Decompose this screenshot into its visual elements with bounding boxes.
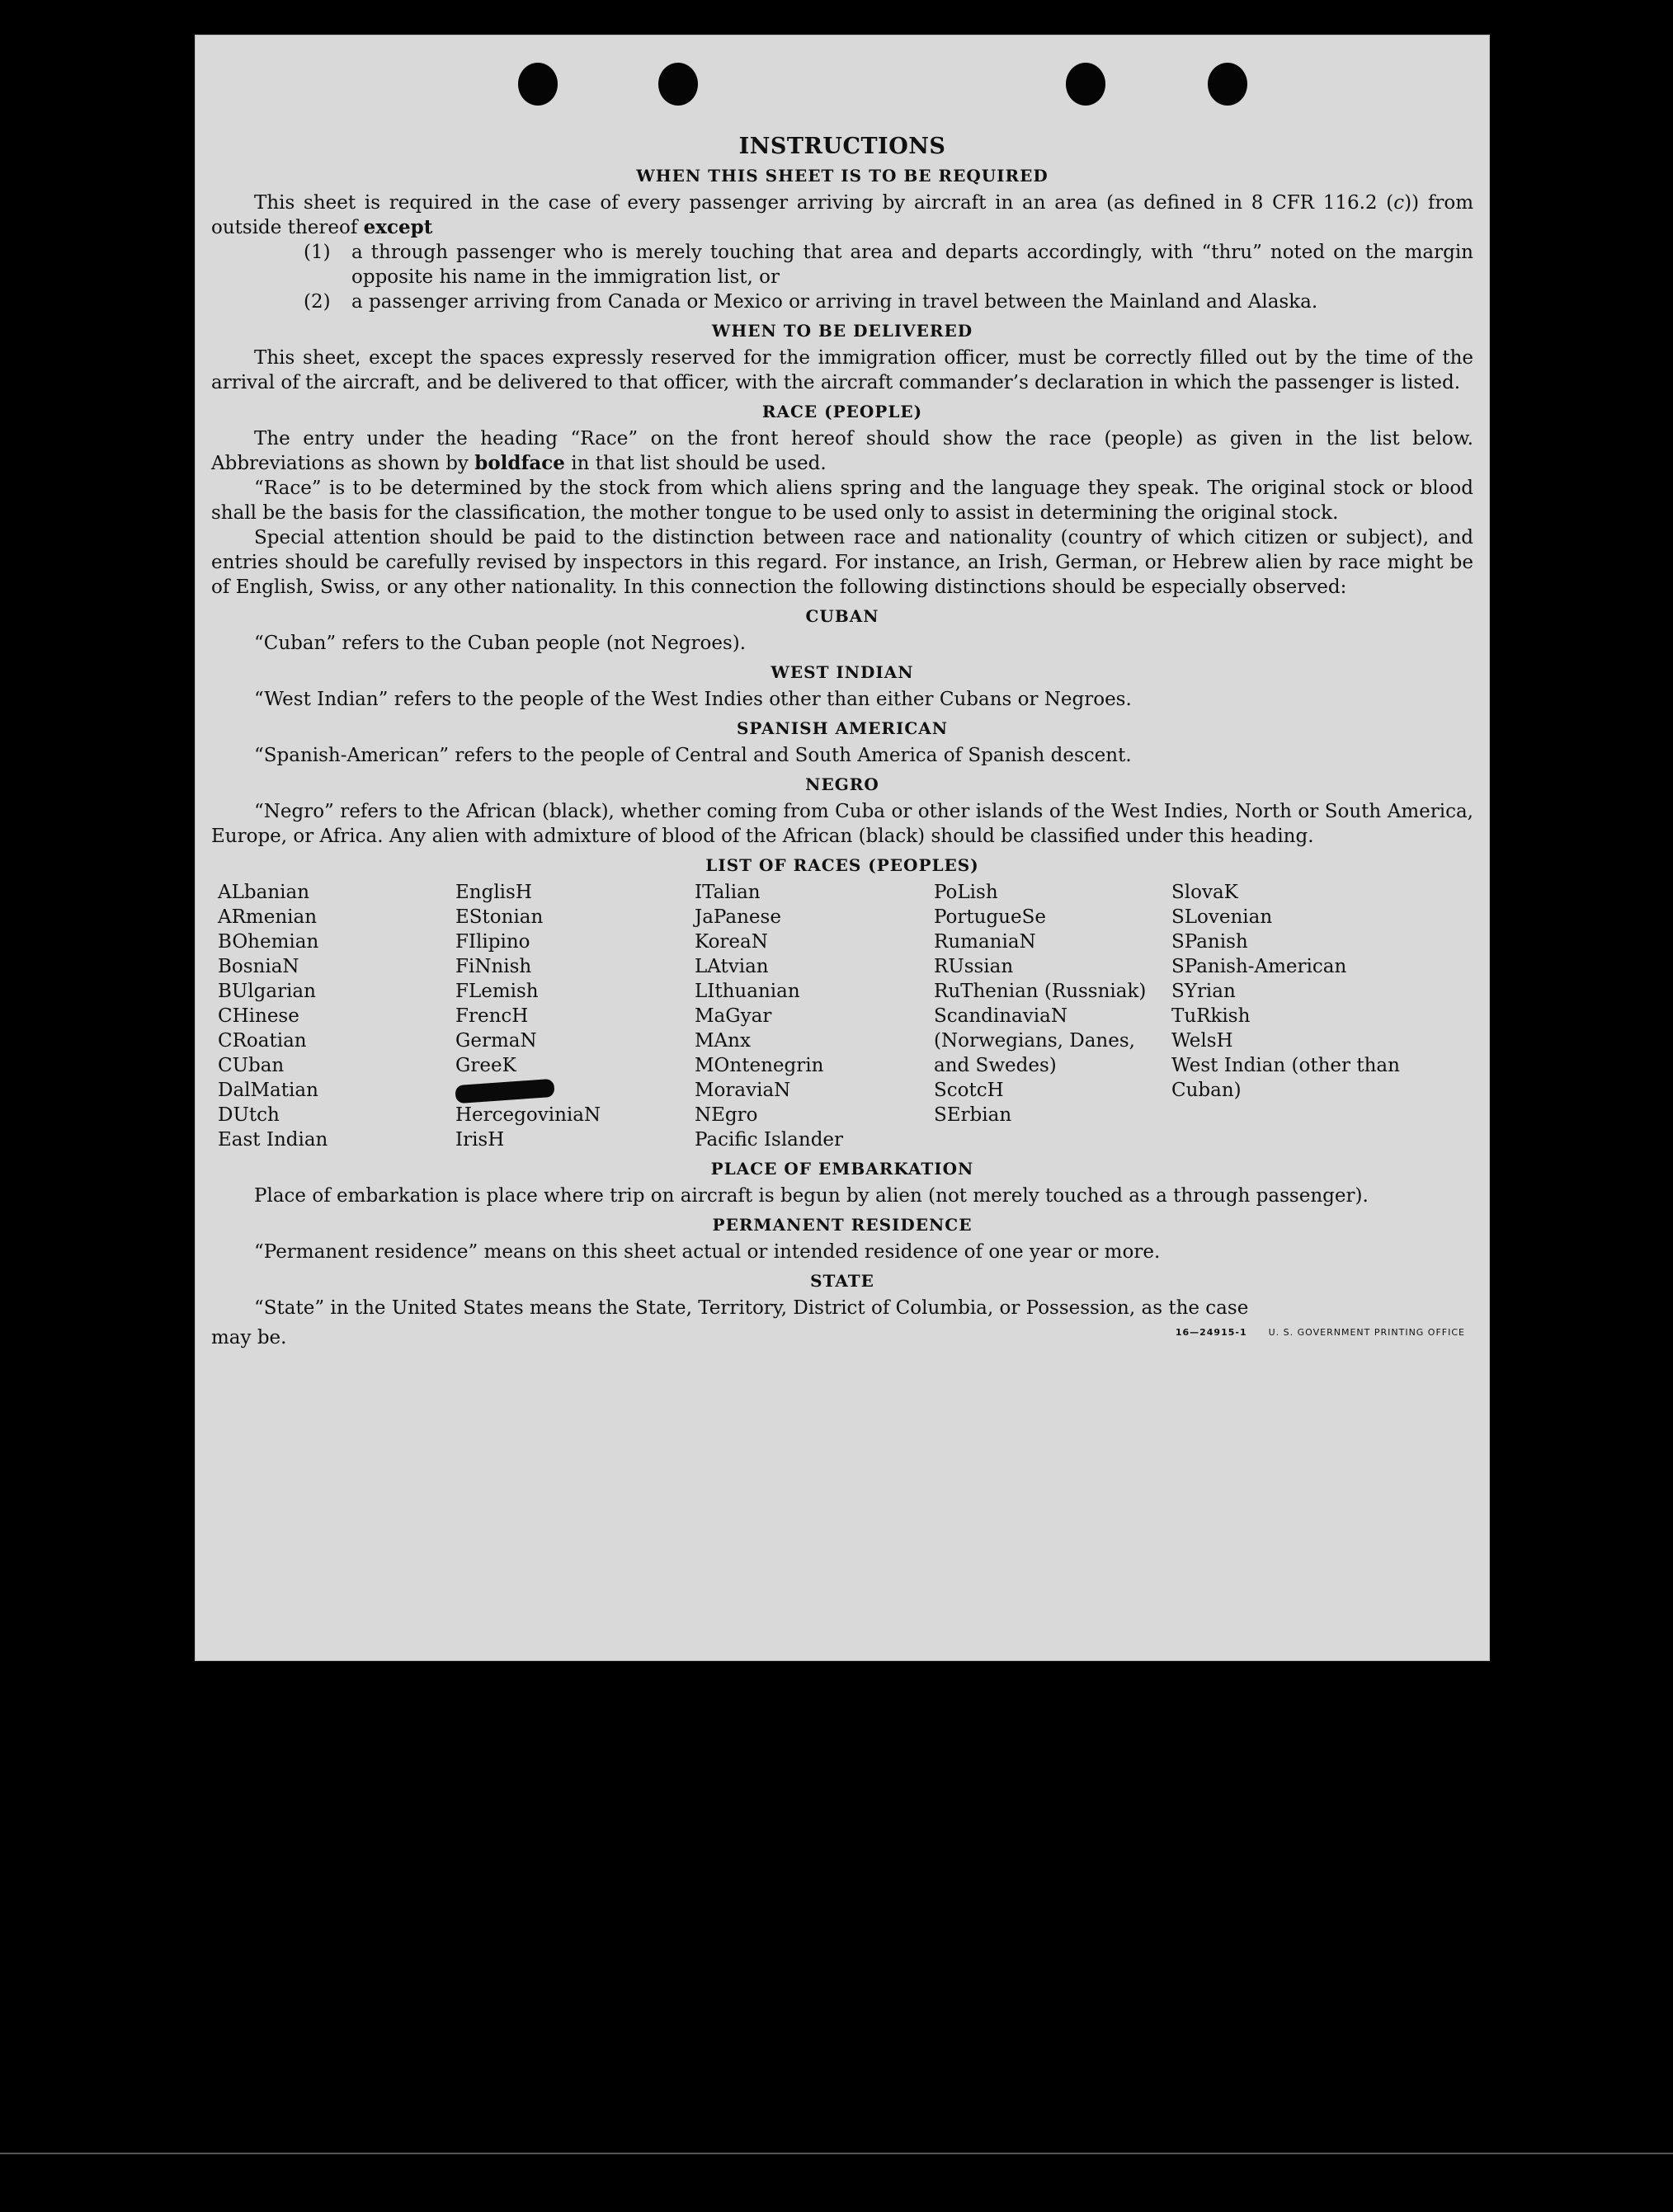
race-item: EStonian (455, 906, 544, 928)
west-indian-text: “West Indian” refers to the people of the West Indies other than either Cubans or Negroes. (254, 689, 1132, 710)
race-item: MoraviaN (695, 1080, 791, 1101)
race-item: PoLish (934, 882, 998, 903)
printer-imprint: 16—24915-1 U. S. GOVERNMENT PRINTING OFFICE (1175, 1327, 1465, 1338)
race-column (455, 880, 695, 1152)
section-heading-required: WHEN THIS SHEET IS TO BE REQUIRED (636, 166, 1049, 186)
race-item: MAnx (695, 1030, 751, 1052)
exception-item: (2) a passenger arriving from Canada or Mexico or arriving in travel between the Mainland and Alaska. (304, 291, 1318, 313)
race-item: ScotcH (934, 1080, 1004, 1101)
section-heading-west-indian: WEST INDIAN (771, 662, 914, 682)
race-item: SPanish-American (1171, 956, 1347, 977)
punch-hole (1066, 63, 1105, 106)
race-column (934, 880, 1171, 1152)
race-item: SErbian (934, 1104, 1012, 1126)
race-item: ITalian (695, 882, 761, 903)
required-intro: This sheet is required in the case of every passenger arriving by aircraft in an area (as defined in 8 CFR 116.2 (c)) from outside thereof except (211, 192, 1473, 238)
redacted-entry (455, 1078, 695, 1103)
race-paragraph: Special attention should be paid to the distinction between race and nationality (country of which citizen or subject), and entries should be carefully revised by inspectors in this regard. For instance, an Irish, German, or Hebrew alien by race might be of English, Swiss, or any other nationality. In this connection the following distinctions should be especially observed: (211, 527, 1473, 598)
race-item: RumaniaN (934, 931, 1036, 953)
race-item: CRoatian (218, 1030, 307, 1052)
race-item: GreeK (455, 1055, 516, 1076)
race-list (218, 880, 1473, 1152)
punch-hole (518, 63, 558, 106)
race-item: LAtvian (695, 956, 769, 977)
race-item: CHinese (218, 1005, 299, 1027)
delivered-text: This sheet, except the spaces expressly reserved for the immigration officer, must be correctly filled out by the time of the arrival of the aircraft, and be delivered to that officer, with the aircraft commander’s declaration in which the passenger is listed. (211, 347, 1473, 393)
race-item: TuRkish (1171, 1005, 1251, 1027)
race-item: SLovenian (1171, 906, 1273, 928)
race-item: BUlgarian (218, 981, 316, 1002)
race-item: FrencH (455, 1005, 529, 1027)
punch-hole (658, 63, 698, 106)
section-heading-races: LIST OF RACES (PEOPLES) (705, 855, 979, 875)
race-item: DUtch (218, 1104, 280, 1126)
race-item: ScandinaviaN (Norwegians, Danes, and Swedes) (934, 1005, 1135, 1076)
race-item: West Indian (other than Cuban) (1171, 1055, 1400, 1101)
section-heading-negro: NEGRO (805, 774, 879, 794)
race-item: JaPanese (695, 906, 781, 928)
race-item: FIlipino (455, 931, 530, 953)
page-title: INSTRUCTIONS (738, 134, 946, 159)
sheet-content (211, 134, 1473, 1350)
race-item: CUban (218, 1055, 285, 1076)
race-item: GermaN (455, 1030, 537, 1052)
race-item: MOntenegrin (695, 1055, 824, 1076)
section-heading-spanish-american: SPANISH AMERICAN (736, 718, 949, 738)
race-item: EnglisH (455, 882, 532, 903)
section-heading-race: RACE (PEOPLE) (761, 402, 923, 421)
race-item: LIthuanian (695, 981, 800, 1002)
race-item: East Indian (218, 1129, 328, 1151)
redaction-mark (455, 1079, 554, 1104)
scan-border-line (0, 2153, 1673, 2154)
instruction-sheet (195, 35, 1490, 1661)
race-item: BOhemian (218, 931, 319, 953)
footer-row (211, 1320, 1473, 1350)
race-item: WelsH (1171, 1030, 1233, 1052)
race-column (695, 880, 934, 1152)
spanish-american-text: “Spanish-American” refers to the people of Central and South America of Spanish descent. (254, 745, 1132, 766)
race-item: KoreaN (695, 931, 768, 953)
race-item: ALbanian (218, 882, 310, 903)
negro-text: “Negro” refers to the African (black), whether coming from Cuba or other islands of the West Indies, North or South America, Europe, or Africa. Any alien with admixture of blood of the African (black) should be classified under this heading. (211, 801, 1473, 847)
state-text: “State” in the United States means the State, Territory, District of Columbia, or Possession, as the case (254, 1297, 1249, 1319)
race-item: RuThenian (Russniak) (934, 981, 1147, 1002)
race-item: FLemish (455, 981, 539, 1002)
race-item: DalMatian (218, 1080, 318, 1101)
section-heading-delivered: WHEN TO BE DELIVERED (711, 321, 973, 341)
embarkation-text: Place of embarkation is place where trip on aircraft is begun by alien (not merely touched as a through passenger). (254, 1185, 1369, 1207)
section-heading-residence: PERMANENT RESIDENCE (712, 1215, 973, 1235)
race-item: RUssian (934, 956, 1014, 977)
race-item: IrisH (455, 1129, 505, 1151)
race-item: SYrian (1171, 981, 1236, 1002)
race-item: FiNnish (455, 956, 532, 977)
race-item: HercegoviniaN (455, 1104, 601, 1126)
section-heading-cuban: CUBAN (805, 606, 879, 626)
race-column (1171, 880, 1419, 1152)
section-heading-state: STATE (810, 1271, 874, 1291)
race-item: ARmenian (218, 906, 318, 928)
race-item: PortugueSe (934, 906, 1046, 928)
race-item: MaGyar (695, 1005, 772, 1027)
race-item: SPanish (1171, 931, 1248, 953)
section-heading-embarkation: PLACE OF EMBARKATION (710, 1159, 974, 1179)
race-column (218, 880, 455, 1152)
race-item: SlovaK (1171, 882, 1238, 903)
state-text-end: may be. (211, 1327, 287, 1348)
race-paragraph: “Race” is to be determined by the stock from which aliens spring and the language they speak. The original stock or blood shall be the basis for the classification, the mother tongue to be used only to assist in determining the original stock. (211, 478, 1473, 524)
race-paragraph: The entry under the heading “Race” on the front hereof should show the race (people) as given in the list below. Abbreviations as shown by boldface in that list should be used. (211, 428, 1473, 474)
exception-item: (1) a through passenger who is merely touching that area and departs accordingly, with “thru” noted on the margin opposite his name in the immigration list, or (304, 242, 1473, 288)
punch-hole (1208, 63, 1247, 106)
race-item: Pacific Islander (695, 1129, 844, 1151)
race-item: NEgro (695, 1104, 758, 1126)
cuban-text: “Cuban” refers to the Cuban people (not Negroes). (254, 633, 747, 654)
residence-text: “Permanent residence” means on this sheet actual or intended residence of one year or more. (254, 1241, 1161, 1263)
race-item: BosniaN (218, 956, 299, 977)
